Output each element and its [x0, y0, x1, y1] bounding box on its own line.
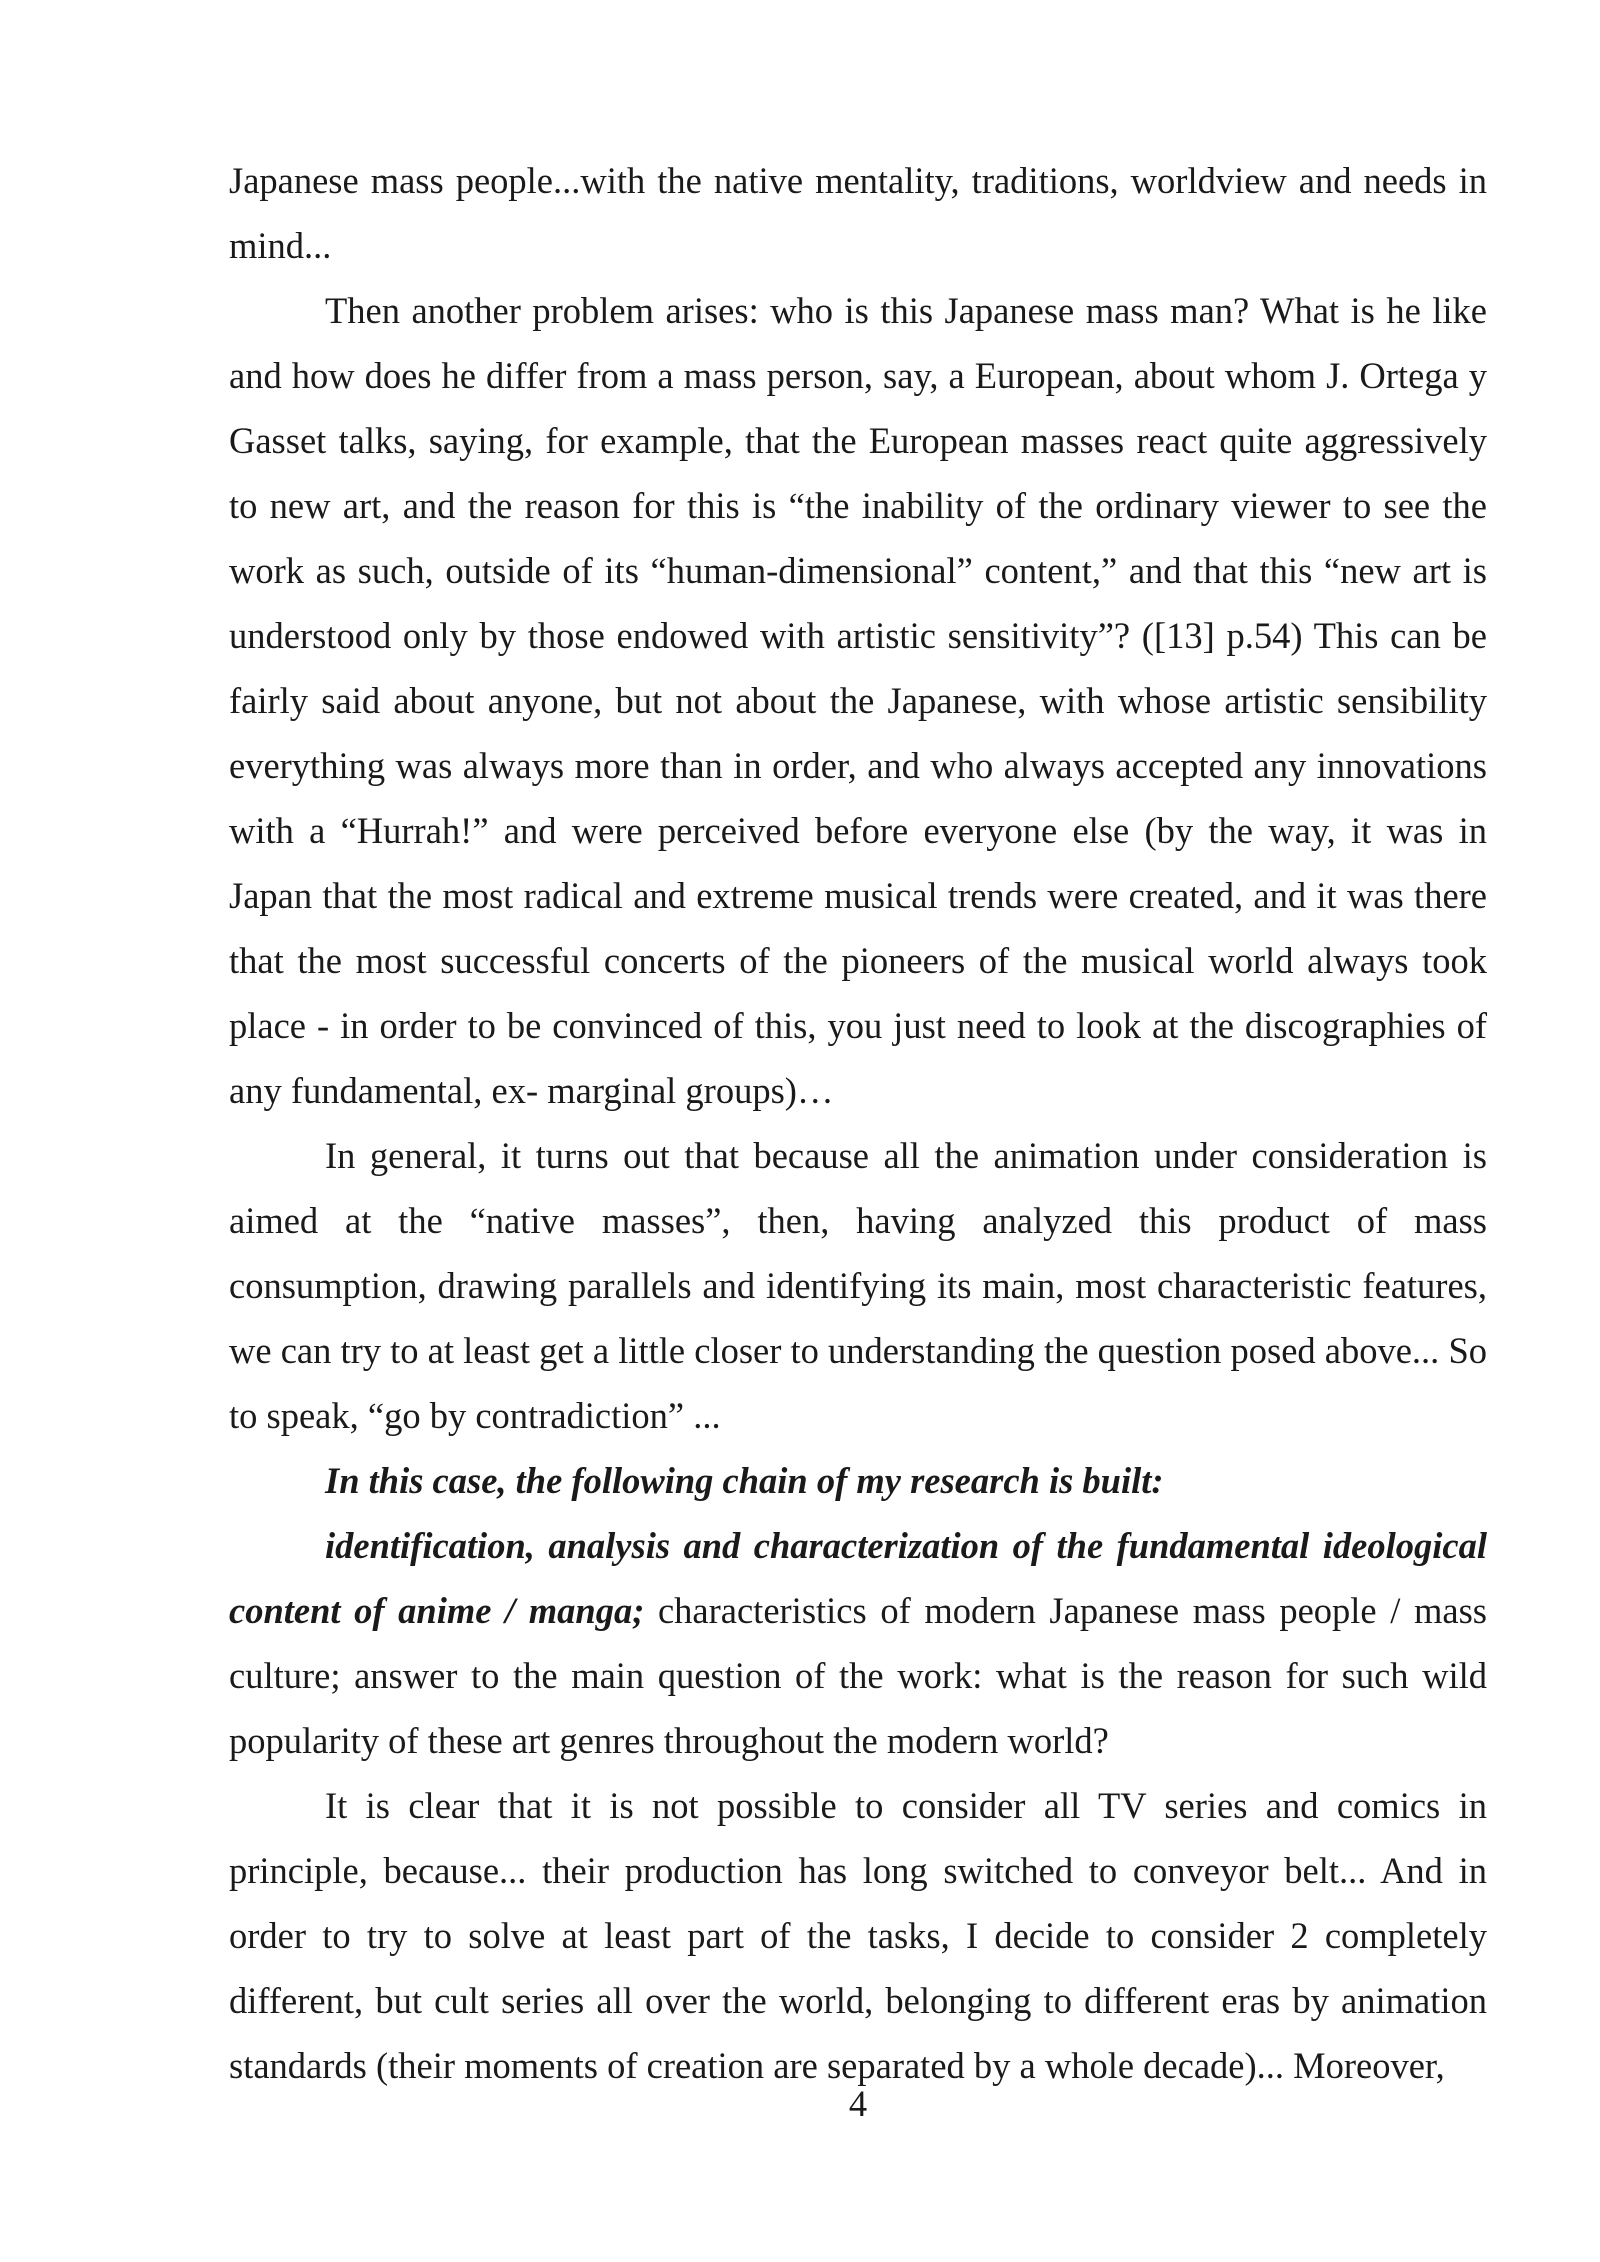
paragraph-mass-man-question: Then another problem arises: who is this Japanese mass man? What is he like and how does he differ from a mass person, say, a European, about whom J. Ortega y Gasset talks, saying, for example, that the European masses react quite aggressively to new art, and the reason for this is “the inability of the ordinary viewer to see the work as such, outside of its “human-dimensional” content,” and that this “new art is understood only by those endowed with artistic sensitivity”? ([13] p.54) This can be fairly said about anyone, but not about the Japanese, with whose artistic sensibility everything was always more than in order, and who always accepted any innovations with a “Hurrah!” and were perceived before everyone else (by the way, it was in Japan that the most radical and extreme musical trends were created, and it was there that the most successful concerts of the pioneers of the musical world always took place - in order to be convinced of this, you just need to look at the discographies of any fundamental, ex- marginal groups)…: [229, 290, 1487, 1111]
research-chain-emphasis: identification, analysis and characterization of the fundamental ideological content of anime / manga;: [229, 1525, 1487, 1631]
page-number: 4: [848, 2083, 868, 2124]
paragraph-native-masses: In general, it turns out that because all the animation under consideration is aimed at the “native masses”, then, having analyzed this product of mass consumption, drawing parallels and identifying its main, most characteristic features, we can try to at least get a little closer to understanding the question posed above... So to speak, “go by contradiction” ...: [229, 1135, 1487, 1436]
paragraph-research-chain: [229, 1513, 1487, 1773]
paragraph-continuation: Japanese mass people...with the native mentality, traditions, worldview and needs in mind...: [229, 160, 1487, 266]
paragraph-research-chain-heading: In this case, the following chain of my research is built:: [325, 1460, 1164, 1501]
paragraph-series-selection: It is clear that it is not possible to consider all TV series and comics in principle, because... their production has long switched to conveyor belt... And in order to try to solve at least part of the tasks, I decide to consider 2 completely different, but cult series all over the world, belonging to different eras by animation standards (their moments of creation are separated by a whole decade)... Moreover,: [229, 1785, 1487, 2086]
body-text: [229, 148, 1487, 2098]
research-chain-rest: characteristics of modern Japanese mass people / mass culture; answer to the main question of the work: what is the reason for such wild popularity of these art genres throughout the modern world?: [229, 1590, 1487, 1761]
